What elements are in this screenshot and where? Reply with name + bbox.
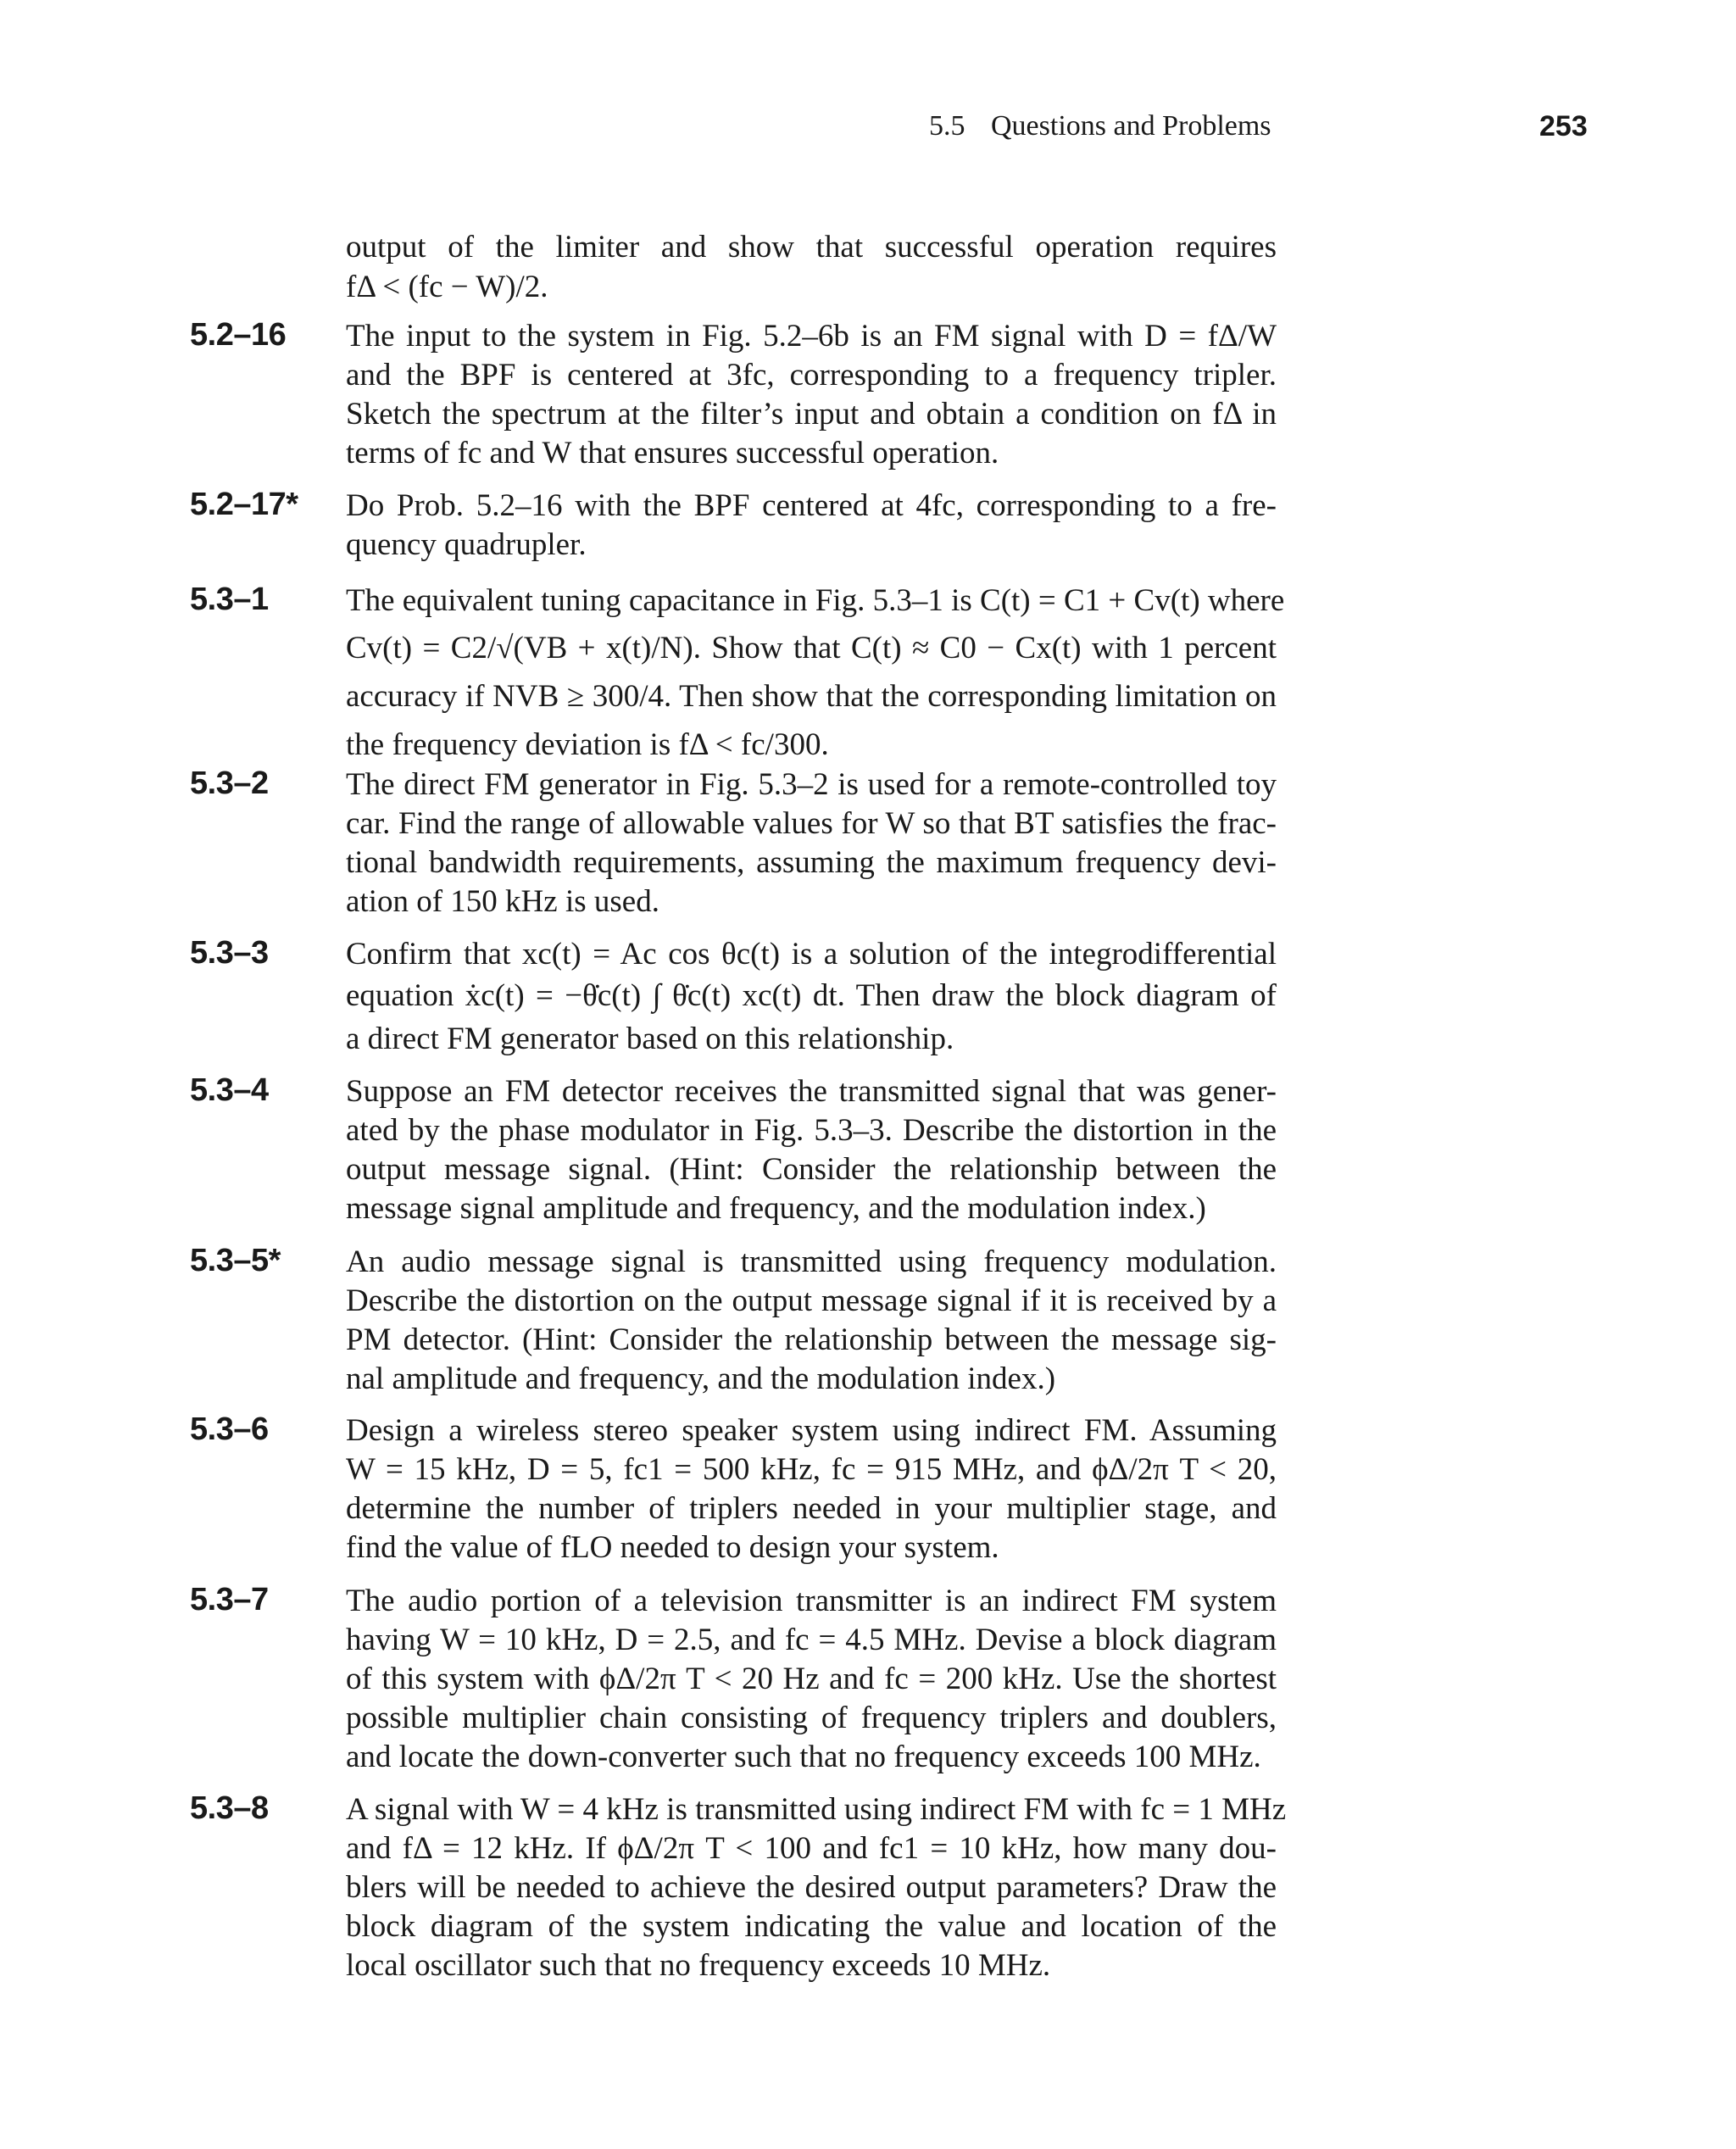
problem-text-line: The input to the system in Fig. 5.2–6b is an FM signal with D = fΔ/W — [346, 319, 1277, 354]
problem-text-line: W = 15 kHz, D = 5, fc1 = 500 kHz, fc = 915 MHz, and ϕΔ/2π T < 20, — [346, 1452, 1277, 1487]
problem-text-line: The direct FM generator in Fig. 5.3–2 is used for a remote-controlled toy — [346, 767, 1277, 802]
problem-text-line: car. Find the range of allowable values for W so that BT satisfies the frac- — [346, 806, 1277, 841]
problem-label: 5.3–2 — [190, 766, 269, 801]
problem-text-line: fΔ < (fc − W)/2. — [346, 270, 548, 304]
problem-text-line: message signal amplitude and frequency, and the modulation index.) — [346, 1191, 1206, 1226]
problem-text-line: The audio portion of a television transmitter is an indirect FM system — [346, 1584, 1277, 1618]
problem-label: 5.2–17* — [190, 487, 298, 522]
problem-text-line: having W = 10 kHz, D = 2.5, and fc = 4.5 MHz. Devise a block diagram — [346, 1623, 1277, 1657]
problem-text-line: Design a wireless stereo speaker system using indirect FM. Assuming — [346, 1413, 1277, 1448]
problem-text-line: terms of fc and W that ensures successful operation. — [346, 436, 999, 470]
problem-text-line: determine the number of triplers needed in your multiplier stage, and — [346, 1491, 1277, 1526]
problem-text-line: a direct FM generator based on this relationship. — [346, 1022, 954, 1056]
problem-text-line: output message signal. (Hint: Consider the relationship between the — [346, 1152, 1277, 1187]
running-header — [929, 110, 1271, 142]
problem-text-line: blers will be needed to achieve the desired output parameters? Draw the — [346, 1870, 1277, 1905]
problem-text-line: find the value of fLO needed to design your system. — [346, 1530, 999, 1565]
problem-text-line: possible multiplier chain consisting of frequency triplers and doublers, — [346, 1701, 1277, 1735]
problem-text-line: local oscillator such that no frequency exceeds 10 MHz. — [346, 1948, 1051, 1983]
problem-text-line: Describe the distortion on the output message signal if it is received by a — [346, 1283, 1277, 1318]
problem-text-line: and fΔ = 12 kHz. If ϕΔ/2π T < 100 and fc1 = 10 kHz, how many dou- — [346, 1831, 1277, 1866]
problem-label: 5.3–5* — [190, 1243, 281, 1278]
problem-text-line: The equivalent tuning capacitance in Fig. 5.3–1 is C(t) = C1 + Cv(t) where — [346, 583, 1285, 618]
problem-text-line: Sketch the spectrum at the filter’s input and obtain a condition on fΔ in — [346, 397, 1277, 431]
problem-text-line: the frequency deviation is fΔ < fc/300. — [346, 727, 829, 762]
problem-text-line: block diagram of the system indicating the value and location of the — [346, 1909, 1277, 1944]
problem-text-line: nal amplitude and frequency, and the modulation index.) — [346, 1361, 1056, 1396]
problem-text-line: accuracy if NVB ≥ 300/4. Then show that the corresponding limitation on — [346, 679, 1277, 714]
page-number: 253 — [1539, 110, 1588, 142]
problem-label: 5.3–6 — [190, 1411, 269, 1447]
problem-label: 5.2–16 — [190, 317, 287, 353]
section-title: Questions and Problems — [991, 110, 1271, 142]
problem-label: 5.3–1 — [190, 582, 269, 617]
problem-text-line: output of the limiter and show that successful operation requires — [346, 230, 1277, 264]
problem-label: 5.3–8 — [190, 1790, 269, 1826]
problem-text-line: PM detector. (Hint: Consider the relationship between the message sig- — [346, 1322, 1277, 1357]
problem-label: 5.3–4 — [190, 1072, 269, 1108]
problem-text-line: and the BPF is centered at 3fc, corresponding to a frequency tripler. — [346, 358, 1277, 392]
problem-text-line: A signal with W = 4 kHz is transmitted using indirect FM with fc = 1 MHz — [346, 1792, 1287, 1827]
problem-text-line: ated by the phase modulator in Fig. 5.3–3. Describe the distortion in the — [346, 1113, 1277, 1148]
problem-text-line: Suppose an FM detector receives the transmitted signal that was gener- — [346, 1074, 1277, 1109]
problem-text-line: ation of 150 kHz is used. — [346, 884, 659, 919]
problem-text-line: equation ẋc(t) = −θ̇c(t) ∫ θ̇c(t) xc(t) dt. Then draw the block diagram of — [346, 978, 1277, 1013]
problem-text-line: of this system with ϕΔ/2π T < 20 Hz and fc = 200 kHz. Use the shortest — [346, 1662, 1277, 1696]
problem-text-line: Do Prob. 5.2–16 with the BPF centered at 4fc, corresponding to a fre- — [346, 488, 1277, 523]
problem-text-line: Cv(t) = C2/√(VB + x(t)/N). Show that C(t) ≈ C0 − Cx(t) with 1 percent — [346, 631, 1277, 665]
section-number: 5.5 — [929, 110, 965, 142]
problem-text-line: and locate the down-converter such that no frequency exceeds 100 MHz. — [346, 1740, 1261, 1774]
problem-text-line: tional bandwidth requirements, assuming the maximum frequency devi- — [346, 845, 1277, 880]
problem-label: 5.3–3 — [190, 935, 269, 971]
problem-text-line: Confirm that xc(t) = Ac cos θc(t) is a solution of the integrodifferential — [346, 937, 1277, 972]
problem-label: 5.3–7 — [190, 1582, 269, 1617]
problem-text-line: An audio message signal is transmitted using frequency modulation. — [346, 1244, 1277, 1279]
problem-text-line: quency quadrupler. — [346, 527, 587, 562]
